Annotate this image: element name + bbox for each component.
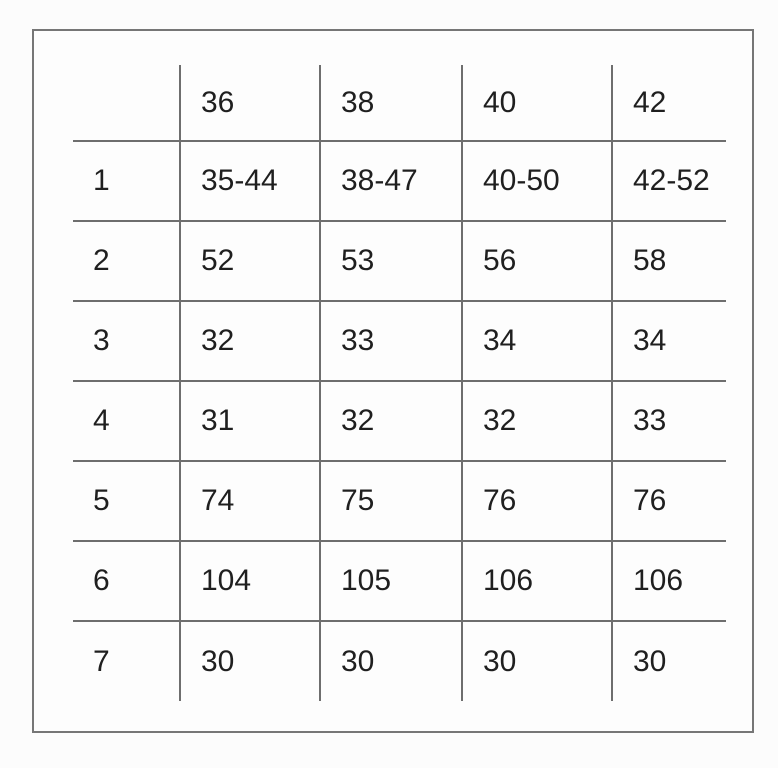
table-cell: 58	[612, 221, 726, 301]
table-cell: 56	[462, 221, 612, 301]
table-cell: 52	[180, 221, 320, 301]
table-cell: 76	[612, 461, 726, 541]
table-cell: 106	[462, 541, 612, 621]
table-row	[73, 221, 726, 301]
row-label: 3	[73, 301, 180, 381]
table-cell: 32	[180, 301, 320, 381]
table-row	[73, 461, 726, 541]
table-cell: 105	[320, 541, 462, 621]
row-label: 5	[73, 461, 180, 541]
table-cell: 30	[180, 621, 320, 701]
table-cell: 74	[180, 461, 320, 541]
table-cell: 76	[462, 461, 612, 541]
table-cell: 42-52	[612, 141, 726, 221]
table-cell: 30	[462, 621, 612, 701]
table-cell: 30	[612, 621, 726, 701]
table-cell: 53	[320, 221, 462, 301]
row-label: 7	[73, 621, 180, 701]
column-header: 40	[462, 65, 612, 141]
table-row	[73, 301, 726, 381]
table-row	[73, 381, 726, 461]
table-cell: 34	[462, 301, 612, 381]
table-cell: 33	[320, 301, 462, 381]
table-row	[73, 141, 726, 221]
size-table	[73, 65, 726, 701]
column-header: 38	[320, 65, 462, 141]
column-header: 36	[180, 65, 320, 141]
header-row	[73, 65, 726, 141]
column-header: 42	[612, 65, 726, 141]
row-label: 1	[73, 141, 180, 221]
table-cell: 75	[320, 461, 462, 541]
row-label: 6	[73, 541, 180, 621]
table-cell: 31	[180, 381, 320, 461]
table-cell: 104	[180, 541, 320, 621]
row-label: 2	[73, 221, 180, 301]
table-cell: 30	[320, 621, 462, 701]
size-chart-card	[32, 29, 754, 733]
table-cell: 38-47	[320, 141, 462, 221]
table-cell: 32	[462, 381, 612, 461]
table-cell: 33	[612, 381, 726, 461]
table-cell: 40-50	[462, 141, 612, 221]
row-label: 4	[73, 381, 180, 461]
table-cell: 34	[612, 301, 726, 381]
table-cell: 35-44	[180, 141, 320, 221]
table-row	[73, 541, 726, 621]
table-cell: 106	[612, 541, 726, 621]
table-row	[73, 621, 726, 701]
table-cell: 32	[320, 381, 462, 461]
corner-cell	[73, 65, 180, 141]
